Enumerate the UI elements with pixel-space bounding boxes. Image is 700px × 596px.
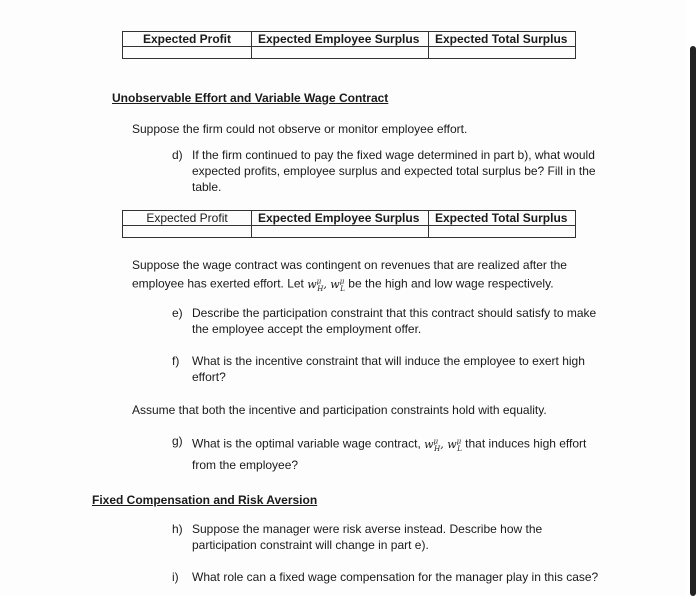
contingent-wage-paragraph — [132, 257, 567, 297]
question-e-line1: Describe the participation constraint that this contract should satisfy to make — [192, 306, 597, 320]
contingent-line1: Suppose the wage contract was contingent on revenues that are realized after the — [132, 258, 567, 272]
question-d-label: d) — [172, 148, 183, 162]
assumption-paragraph: Assume that both the incentive and participation constraints hold with equality. — [132, 403, 547, 417]
intro-paragraph: Suppose the firm could not observe or monitor employee effort. — [132, 122, 468, 136]
contingent-line2-post: be the high and low wage respectively. — [344, 276, 554, 291]
table-blank-row — [123, 47, 576, 59]
table-blank-row — [123, 226, 576, 238]
cell-expected-profit[interactable] — [123, 47, 252, 59]
question-f-line1: What is the incentive constraint that will induce the employee to exert high — [192, 354, 585, 368]
cell-expected-employee-surplus[interactable] — [252, 47, 429, 59]
question-f-line2: effort? — [192, 370, 226, 384]
question-h-text — [192, 521, 542, 553]
cell-expected-profit[interactable] — [123, 226, 252, 238]
question-d-line2: expected profits, employee surplus and expected total surplus be? Fill in the — [192, 164, 596, 178]
question-i-text: What role can a fixed wage compensation for the manager play in this case? — [192, 570, 599, 584]
question-e-text — [192, 305, 596, 337]
question-h-line2: participation constraint will change in part e). — [192, 538, 429, 552]
question-f-text — [192, 353, 585, 385]
scrollbar-thumb[interactable] — [690, 46, 696, 596]
cell-expected-employee-surplus[interactable] — [252, 226, 429, 238]
section-heading-fixed-compensation: Fixed Compensation and Risk Aversion — [92, 493, 318, 507]
header-expected-employee-surplus: Expected Employee Surplus — [252, 211, 429, 226]
question-f-label: f) — [172, 354, 180, 368]
question-h-line1: Suppose the manager were risk averse instead. Describe how the — [192, 522, 543, 536]
header-expected-total-surplus: Expected Total Surplus — [429, 32, 576, 47]
question-g-line1: What is the optimal variable wage contract, $w^\mu_H$, $w^\mu_L$ that induces high effort — [192, 436, 587, 453]
question-d-line1: If the firm continued to pay the fixed wage determined in part b), what would — [192, 148, 595, 162]
question-e-label: e) — [172, 306, 183, 320]
header-expected-profit: Expected Profit — [123, 211, 252, 226]
wage-notation: $w^\mu_H$, $w^\mu_L$ — [307, 277, 345, 293]
wage-notation: $w^\mu_H$, $w^\mu_L$ — [424, 437, 462, 453]
results-table-2 — [122, 210, 576, 238]
question-g-text — [192, 433, 586, 473]
question-g-line2: from the employee? — [192, 457, 299, 472]
table-header-row — [123, 211, 576, 226]
section-heading-unobservable-effort: Unobservable Effort and Variable Wage Contract — [112, 91, 389, 105]
cell-expected-total-surplus[interactable] — [429, 226, 576, 238]
question-i-label: i) — [172, 570, 179, 584]
question-e-line2: the employee accept the employment offer. — [192, 322, 422, 336]
header-expected-total-surplus: Expected Total Surplus — [429, 211, 576, 226]
contingent-line2 — [132, 273, 567, 297]
question-g-label: g) — [172, 434, 183, 448]
contingent-line2-pre: employee has exerted effort. Let — [132, 276, 308, 291]
results-table-1 — [122, 31, 576, 59]
header-expected-profit: Expected Profit — [123, 32, 252, 47]
header-expected-employee-surplus: Expected Employee Surplus — [252, 32, 429, 47]
cell-expected-total-surplus[interactable] — [429, 47, 576, 59]
table-header-row — [123, 32, 576, 47]
question-d-line3: table. — [192, 180, 222, 194]
question-d-text — [192, 147, 596, 195]
question-h-label: h) — [172, 522, 183, 536]
